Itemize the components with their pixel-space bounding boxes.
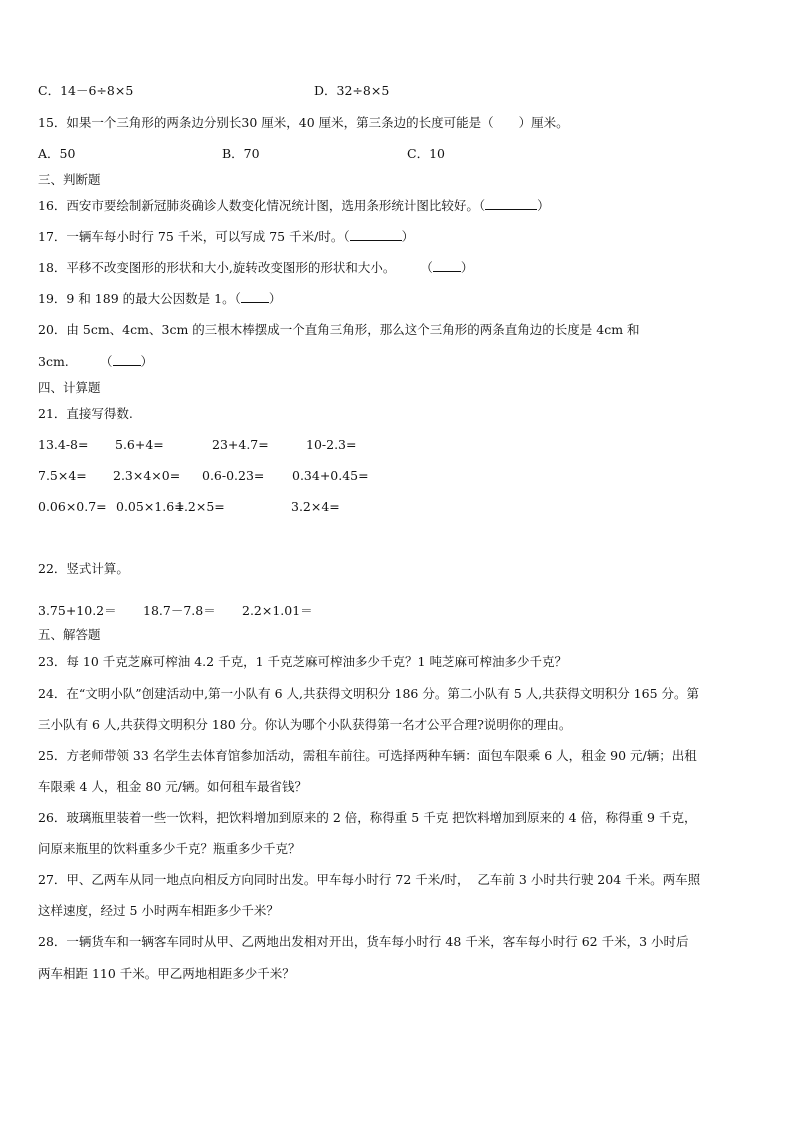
answer-blank[interactable] [113,355,141,366]
question-25-line1: 25．方老师带领 33 名学生去体育馆参加活动，需租车前往。可选择两种车辆：面包车限乘 6 人，租金 90 元/辆；出租 [38,748,697,763]
answer-blank[interactable] [433,261,461,272]
calc-item: 0.34+0.45= [292,468,369,483]
calc-item: 3.75+10.2＝ [38,603,117,618]
question-19 [38,291,281,307]
question-17 [38,229,414,245]
q20-close: ） [140,354,154,369]
question-27-line2: 这样速度，经过 5 小时两车相距多少千米？ [38,903,279,918]
answer-blank[interactable] [485,199,537,210]
q16-text: 16．西安市要绘制新冠肺炎确诊人数变化情况统计图，选用条形统计图比较好。（ [38,198,486,213]
calc-item: 0.05×1.6= [116,499,185,514]
calc-item: 0.6-0.23= [202,468,265,483]
q20-text: 3cm. （ [38,354,113,369]
q17-text: 17．一辆车每小时行 75 千米，可以写成 75 千米/时。（ [38,229,350,244]
question-28-line1: 28．一辆货车和一辆客车同时从甲、乙两地出发相对开出，货车每小时行 48 千米，客车每小时行 62 千米，3 小时后 [38,934,689,949]
section-heading-solve: 五、解答题 [38,627,101,642]
question-26-line2: 问原来瓶里的饮料重多少千克？瓶重多少千克？ [38,841,301,856]
answer-blank[interactable] [350,230,402,241]
calc-item: 1.2×5= [176,499,225,514]
question-23: 23．每 10 千克芝麻可榨油 4.2 千克，1 千克芝麻可榨油多少千克？1 吨芝麻可榨油多少千克？ [38,654,567,669]
calc-item: 23+4.7= [212,437,269,452]
calc-item: 0.06×0.7= [38,499,107,514]
calc-item: 10-2.3= [306,437,357,452]
question-20-line1: 20．由 5cm、4cm、3cm 的三根木棒摆成一个直角三角形，那么这个三角形的两条直角边的长度是 4cm 和 [38,322,640,337]
question-24-line1: 24．在“文明小队”创建活动中,第一小队有 6 人,共获得文明积分 186 分。第二小队有 5 人,共获得文明积分 165 分。第 [38,686,700,701]
calc-item: 18.7－7.8＝ [143,603,216,618]
section-heading-calc: 四、计算题 [38,380,101,395]
question-20-line2 [38,354,153,370]
q14-option-d: D．32÷8×5 [314,83,390,98]
answer-blank[interactable] [241,292,269,303]
calc-item: 5.6+4= [115,437,164,452]
question-28-line2: 两车相距 110 千米。甲乙两地相距多少千米？ [38,966,295,981]
calc-item: 13.4-8= [38,437,89,452]
question-22-title: 22．竖式计算。 [38,561,129,576]
q15-option-c: C．10 [407,146,445,161]
calc-item: 3.2×4= [291,499,340,514]
calc-item: 2.3×4×0= [113,468,181,483]
q19-close: ） [268,291,282,306]
q17-close: ） [401,229,415,244]
calc-item: 2.2×1.01＝ [242,603,313,618]
section-heading-judge: 三、判断题 [38,172,101,187]
q16-close: ） [537,198,550,213]
calc-item: 7.5×4= [38,468,87,483]
question-16 [38,198,550,214]
question-21-title: 21．直接写得数. [38,406,133,421]
q15-option-a: A．50 [38,146,76,161]
question-15: 15．如果一个三角形的两条边分别长30 厘米，40 厘米，第三条边的长度可能是（ ）厘米。 [38,115,569,130]
q18-close: ） [460,260,474,275]
question-24-line2: 三小队有 6 人,共获得文明积分 180 分。你认为哪个小队获得第一名才公平合理?说明你的理由。 [38,717,572,732]
q19-text: 19．9 和 189 的最大公因数是 1。（ [38,291,241,306]
question-25-line2: 车限乘 4 人，租金 80 元/辆。如何租车最省钱？ [38,779,307,794]
q15-option-b: B．70 [222,146,260,161]
question-26-line1: 26．玻璃瓶里装着一些一饮料，把饮料增加到原来的 2 倍，称得重 5 千克 把饮料增加到原来的 4 倍，称得重 9 千克， [38,810,697,825]
question-27-line1: 27．甲、乙两车从同一地点向相反方向同时出发。甲车每小时行 72 千米/时， 乙车前 3 小时共行驶 204 千米。两车照 [38,872,701,887]
q14-option-c: C．14－6÷8×5 [38,83,134,98]
question-18 [38,260,473,276]
q18-text: 18．平移不改变图形的形状和大小,旋转改变图形的形状和大小。 （ [38,260,433,275]
